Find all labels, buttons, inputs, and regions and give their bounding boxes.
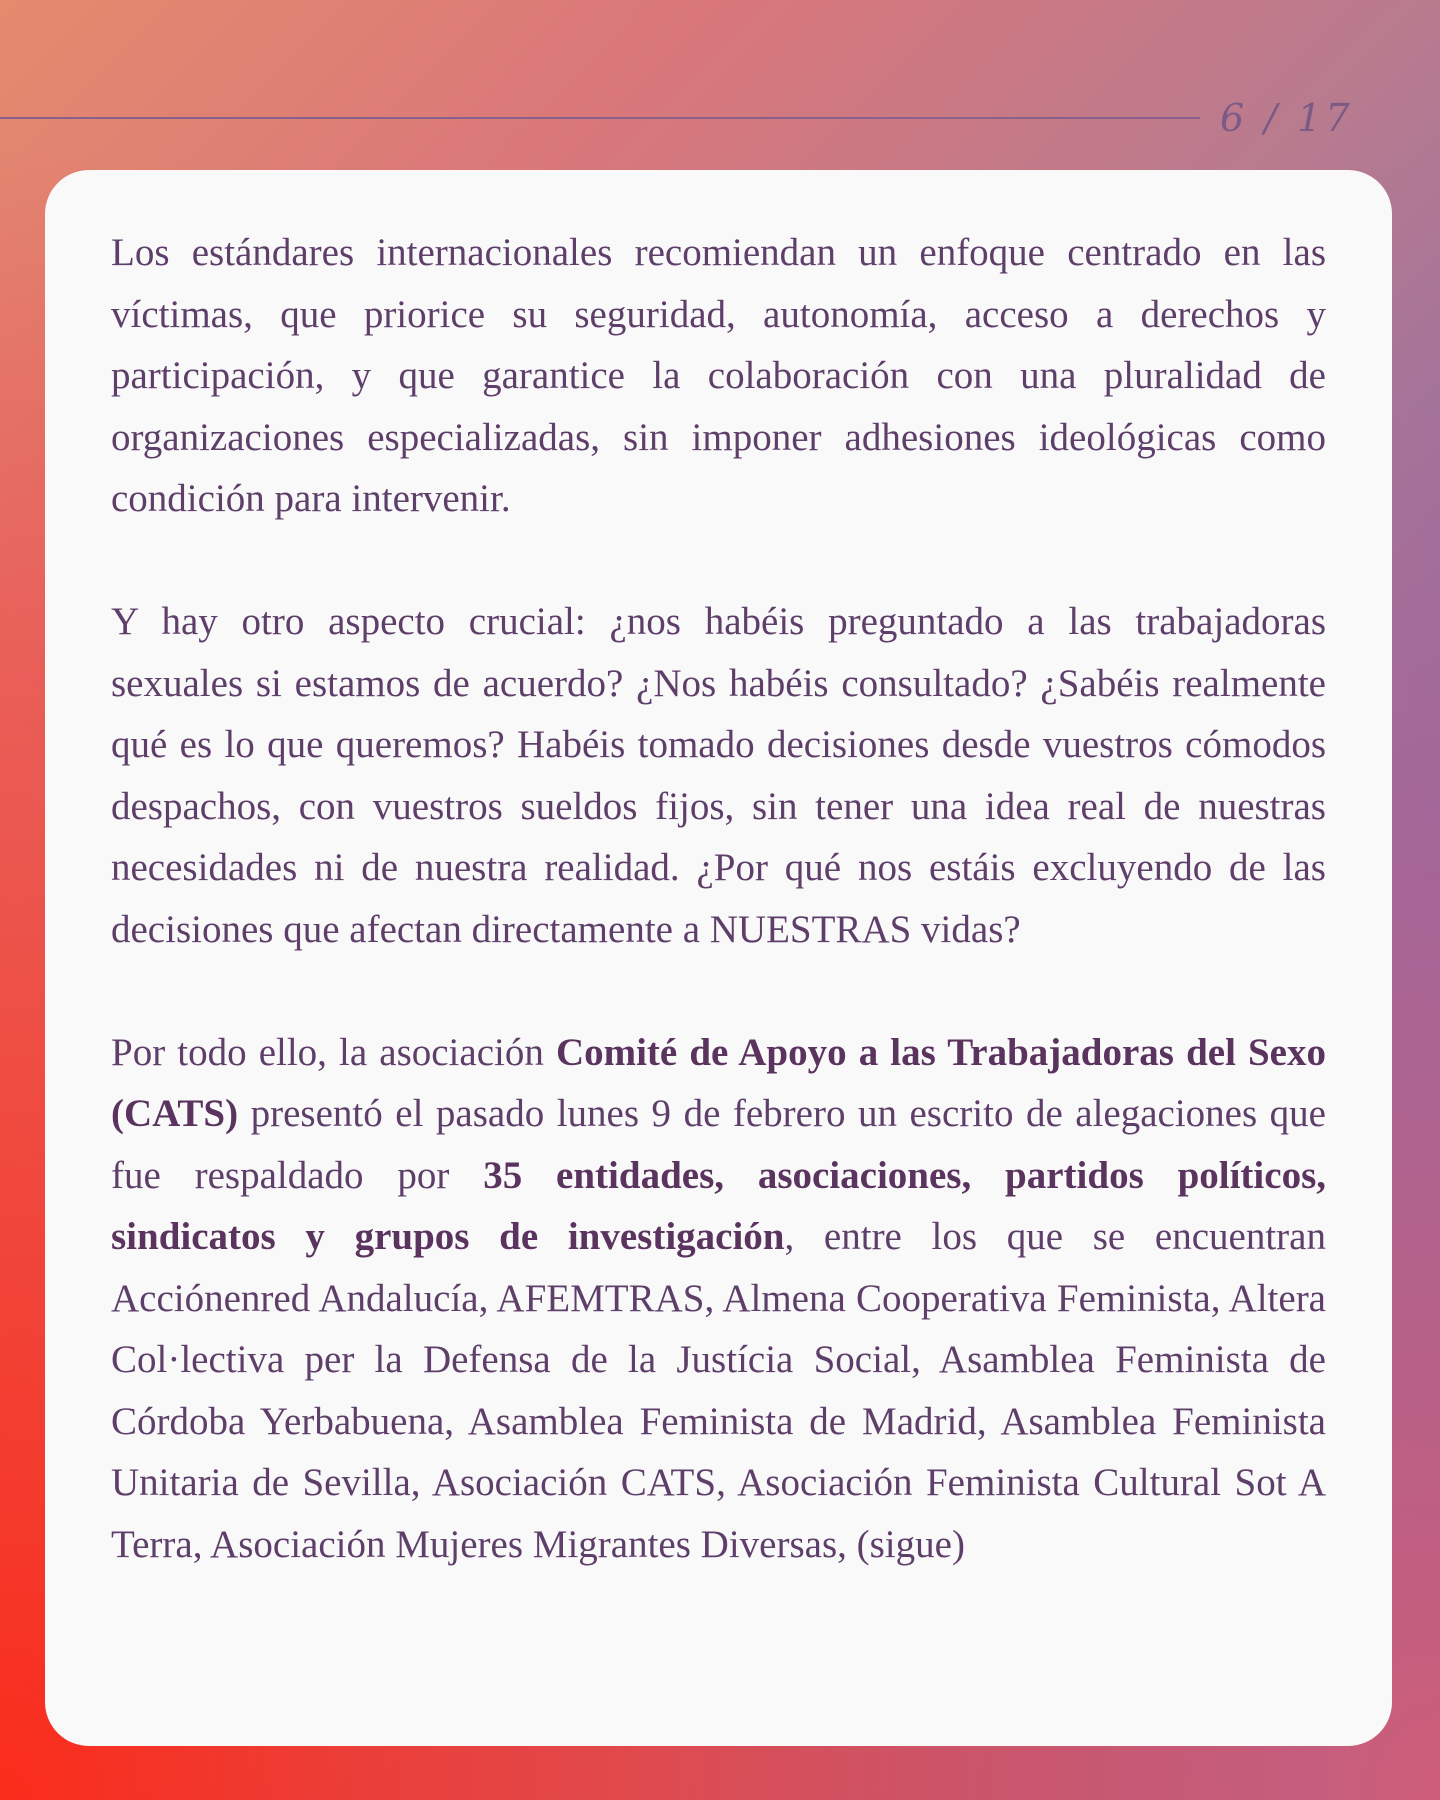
page-indicator: 6 / 17 (1220, 96, 1354, 140)
paragraph-standards: Los estándares internacionales recomiendan un enfoque centrado en las víctimas, que priorice su seguridad, autonomía, acceso a derechos y participación, y que garantice la colaboración con una pluralidad de organizaciones especializadas, sin imponer adhesiones ideológicas como condición para intervenir. (111, 231, 1326, 520)
page-header (0, 96, 1440, 140)
paragraph-text-segment: Por todo ello, la asociación (111, 1030, 556, 1074)
cats-organization-name: Comité de Apoyo a las Trabajadoras del Sexo (CATS) (111, 1030, 1326, 1135)
text-card (45, 170, 1392, 1746)
header-rule (0, 117, 1200, 119)
paragraph-crucial-aspect: Y hay otro aspecto crucial: ¿nos habéis preguntado a las trabajadoras sexuales si estamos de acuerdo? ¿Nos habéis consultado? ¿Sabéis realmente qué es lo que queremos? Habéis tomado decisiones desde vuestros cómodos despachos, con vuestros sueldos fijos, sin tener una idea real de nuestras necesidades ni de nuestra realidad. ¿Por qué nos estáis excluyendo de las decisiones que afectan directamente a NUESTRAS vidas? (111, 600, 1326, 951)
supporting-entities-count: 35 entidades, asociaciones, partidos políticos, sindicatos y grupos de investigación (111, 1153, 1326, 1258)
paragraph-text-segment: presentó el pasado lunes 9 de febrero un escrito de alegaciones que fue respaldado por (111, 1092, 1326, 1197)
paragraph-cats-allegations (111, 1022, 1326, 1576)
paragraph-text-segment: , entre los que se encuentran Acciónenred Andalucía, AFEMTRAS, Almena Cooperativa Feminista, Altera Col·lectiva per la Defensa de la Justícia Social, Asamblea Feminista de Córdoba Yerbabuena, Asamblea Feminista de Madrid, Asamblea Feminista Unitaria de Sevilla, Asociación CATS, Asociación Feminista Cultural Sot A Terra, Asociación Mujeres Migrantes Diversas, (sigue) (111, 1215, 1326, 1566)
